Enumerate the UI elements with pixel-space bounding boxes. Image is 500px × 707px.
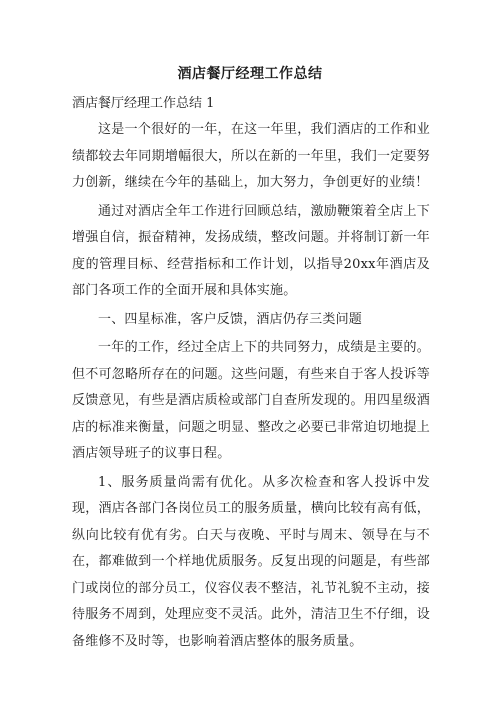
paragraph-service-quality: 1、服务质量尚需有优化。从多次检查和客人投诉中发现，酒店各部门各岗位员工的服务质量，横向比较有高有低，纵向比较有优有劣。白天与夜晚、平时与周末、领导在与不在，都难做到一个样地优质服务。反复出现的问题是，有些部门或岗位的部分员工，仪容仪表不整洁，礼节礼貌不主动，接待服务不周到，处理应变不灵活。此外，清洁卫生不仔细，设备维修不及时等，也影响着酒店整体的服务质量。 xyxy=(72,474,430,649)
document-body xyxy=(72,117,430,657)
paragraph-problems: 一年的工作，经过全店上下的共同努力，成绩是主要的。但不可忽略所存在的问题。这些问题，有些来自于客人投诉等反馈意见，有些是酒店质检或部门自查所发现的。用四星级酒店的标准来衡量，问题之明显、整改之必要已非常迫切地提上酒店领导班子的议事日程。 xyxy=(72,340,430,461)
paragraph-review: 通过对酒店全年工作进行回顾总结，激励鞭策着全店上下增强自信，振奋精神，发扬成绩，整改问题。并将制订新一年度的管理目标、经营指标和工作计划，以指导20xx年酒店及部门各项工作的全面开展和具体实施。 xyxy=(72,203,430,298)
paragraph-intro: 这是一个很好的一年，在这一年里，我们酒店的工作和业绩都较去年同期增幅很大，所以在新的一年里，我们一定要努力创新，继续在今年的基础上，加大努力，争创更好的业绩！ xyxy=(72,122,430,190)
document-subtitle: 酒店餐厅经理工作总结 1 xyxy=(72,96,215,111)
document-title: 酒店餐厅经理工作总结 xyxy=(177,66,323,82)
section-heading-1: 一、四星标准，客户反馈，酒店仍存三类问题 xyxy=(98,311,363,327)
